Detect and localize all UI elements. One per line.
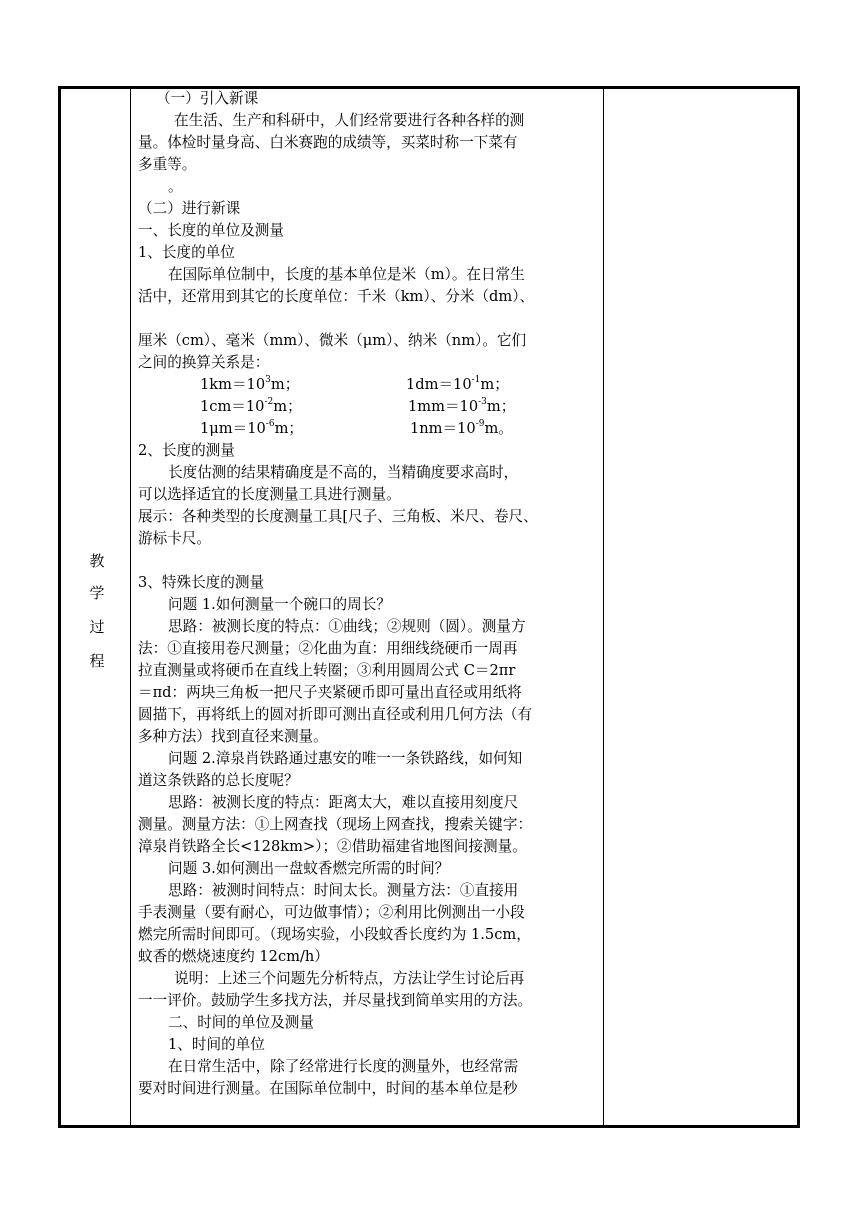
- paragraph-line: 思路：被测时间特点：时间太长。测量方法：①直接用: [168, 882, 519, 899]
- side-label-column: [64, 86, 130, 1128]
- paragraph-line: 可以选择适宜的长度测量工具进行测量。: [138, 486, 401, 503]
- side-label-char: 过: [89, 618, 105, 636]
- paragraph-line: 在生活、生产和科研中，人们经常要进行各种各样的测: [174, 112, 525, 129]
- paragraph-line: 拉直测量或将硬币在直线上转圈；③利用圆周公式 C＝2πr: [138, 662, 516, 679]
- paragraph-line: 手表测量（要有耐心，可边做事情）；②利用比例测出一小段: [138, 904, 525, 921]
- side-label-char: 程: [89, 652, 105, 670]
- paragraph-line: 漳泉肖铁路全长<128km>）；②借助福建省地图间接测量。: [138, 838, 527, 855]
- paragraph-line: 要对时间进行测量。在国际单位制中，时间的基本单位是秒: [138, 1080, 518, 1097]
- paragraph-line: 多种方法）找到直径来测量。: [138, 728, 328, 745]
- conversion-row: [138, 374, 600, 396]
- question-line: 问题 1.如何测量一个碗口的周长？: [168, 596, 391, 613]
- paragraph-line: 游标卡尺。: [138, 530, 211, 547]
- section-heading: （一）引入新课: [156, 90, 259, 107]
- subsection-heading: 1、时间的单位: [168, 1036, 265, 1053]
- paragraph-line: 测量。测量方法：①上网查找（现场上网查找，搜索关键字：: [138, 816, 533, 833]
- paragraph-line: 在国际单位制中，长度的基本单位是米（m）。在日常生: [168, 266, 525, 283]
- paragraph-line: 长度估测的结果精确度是不高的，当精确度要求高时，: [168, 464, 519, 481]
- conversion-formula: $1mm=10^{-3}m$；: [408, 397, 516, 415]
- side-label-char: 教: [89, 552, 105, 570]
- column-divider-right: [603, 86, 604, 1128]
- paragraph-line: 思路：被测长度的特点：①曲线；②规则（圆）。测量方: [168, 618, 526, 635]
- paragraph-line: 之间的换算关系是：: [138, 354, 270, 371]
- paragraph-line: 蚊香的燃烧速度约 12cm/h）: [138, 948, 329, 965]
- side-label-char: 学: [89, 584, 105, 602]
- paragraph-line: 。: [168, 178, 183, 195]
- column-divider-left: [130, 86, 131, 1128]
- blank-line: [138, 550, 600, 572]
- paragraph-line: 法：①直接用卷尺测量；②化曲为直：用细线绕硬币一周再: [138, 640, 518, 657]
- paragraph-line: 燃完所需时间即可。（现场实验，小段蚊香长度约为 1.5cm，: [138, 926, 531, 943]
- paragraph-line: 活中，还常用到其它的长度单位：千米（km）、分米（dm）、: [138, 288, 535, 305]
- conversion-formula: $1nm=10^{-9}m$。: [410, 419, 513, 437]
- lesson-content: [138, 88, 600, 1100]
- paragraph-line: 多重等。: [138, 156, 197, 173]
- section-heading: 二、时间的单位及测量: [168, 1014, 314, 1031]
- paragraph-line: ＝πd：两块三角板一把尺子夹紧硬币即可量出直径或用纸将: [138, 684, 522, 701]
- paragraph-line: 道这条铁路的总长度呢？: [138, 772, 299, 789]
- conversion-formula: $1km=10^3m$；: [200, 375, 300, 393]
- paragraph-line: 一一评价。鼓励学生多找方法，并尽量找到简单实用的方法。: [138, 992, 533, 1009]
- section-heading: 一、长度的单位及测量: [138, 222, 284, 239]
- blank-line: [138, 308, 600, 330]
- subsection-heading: 1、长度的单位: [138, 244, 235, 261]
- paragraph-line: 说明：上述三个问题先分析特点，方法让学生讨论后再: [174, 970, 525, 987]
- conversion-formula: $1cm=10^{-2}m$；: [200, 397, 302, 415]
- subsection-heading: 2、长度的测量: [138, 442, 235, 459]
- conversion-formula: $1dm=10^{-1}m$；: [406, 375, 509, 393]
- subsection-heading: 3、特殊长度的测量: [138, 574, 265, 591]
- paragraph-line: 在日常生活中，除了经常进行长度的测量外，也经常需: [168, 1058, 519, 1075]
- conversion-row: [138, 418, 600, 440]
- question-line: 问题 2.漳泉肖铁路通过惠安的唯一一条铁路线，如何知: [168, 750, 523, 767]
- paragraph-line: 展示：各种类型的长度测量工具[尺子、三角板、米尺、卷尺、: [138, 508, 538, 525]
- section-heading: （二）进行新课: [138, 200, 241, 217]
- paragraph-line: 思路：被测长度的特点：距离太大，难以直接用刻度尺: [168, 794, 519, 811]
- paragraph-line: 圆描下，再将纸上的圆对折即可测出直径或利用几何方法（有: [138, 706, 533, 723]
- conversion-row: [138, 396, 600, 418]
- paragraph-line: 厘米（cm）、毫米（mm）、微米（μm）、纳米（nm）。它们: [138, 332, 527, 349]
- conversion-formula: $1\mu m=10^{-6}m$；: [200, 419, 303, 437]
- question-line: 问题 3.如何测出一盘蚊香燃完所需的时间？: [168, 860, 450, 877]
- paragraph-line: 量。体检时量身高、白米赛跑的成绩等，买菜时称一下菜有: [138, 134, 518, 151]
